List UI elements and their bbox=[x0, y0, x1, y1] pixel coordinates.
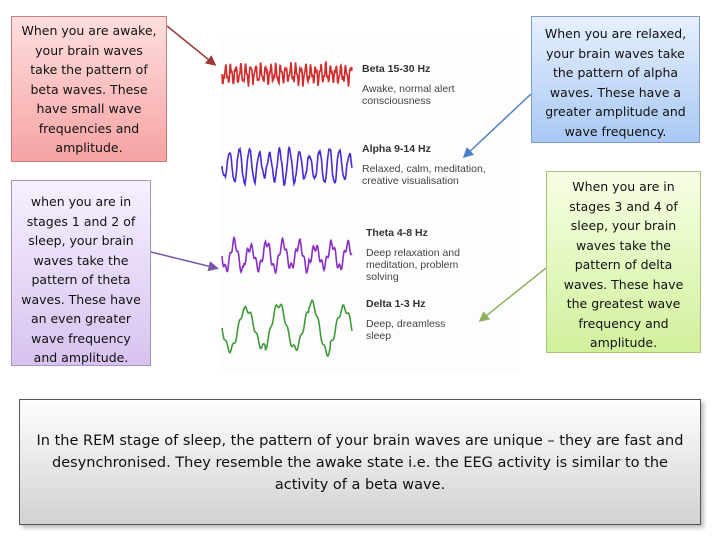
beta-wave-description: consciousness bbox=[362, 95, 431, 107]
relaxed-alpha-callout: When you are relaxed, your brain waves take the pattern of alpha waves. These have a greater amplitude and wave frequency. bbox=[531, 16, 700, 143]
delta-wave-description: Deep, dreamless bbox=[366, 318, 446, 330]
delta-sleep-callout: When you are in stages 3 and 4 of sleep, your brain waves take the pattern of delta waves. These have the greatest wave frequency and amplitude. bbox=[546, 171, 701, 353]
awake-beta-callout: When you are awake, your brain waves take the pattern of beta waves. These have small wave frequencies and amplitude. bbox=[11, 16, 167, 162]
theta-wave-description: Deep relaxation and bbox=[366, 247, 460, 259]
alpha-wave-title: Alpha 9-14 Hz bbox=[362, 143, 431, 155]
rem-sleep-callout: In the REM stage of sleep, the pattern of your brain waves are unique – they are fast and desynchronised. They resemble the awake state i.e. the EEG activity is similar to the activity of a beta wave. bbox=[19, 399, 701, 525]
theta-sleep-callout: when you are in stages 1 and 2 of sleep, your brain waves take the pattern of theta waves. These have an even greater wave frequency and amplitude. bbox=[11, 180, 151, 366]
alpha-wave-description: creative visualisation bbox=[362, 175, 459, 187]
delta-wave-description: sleep bbox=[366, 330, 392, 342]
theta-wave-description: solving bbox=[366, 271, 399, 283]
delta-wave-title: Delta 1-3 Hz bbox=[366, 298, 426, 310]
alpha-wave-description: Relaxed, calm, meditation, bbox=[362, 163, 486, 175]
theta-wave-description: meditation, problem bbox=[366, 259, 459, 271]
theta-wave-title: Theta 4-8 Hz bbox=[366, 227, 428, 239]
beta-wave-title: Beta 15-30 Hz bbox=[362, 63, 431, 75]
beta-wave-description: Awake, normal alert bbox=[362, 83, 455, 95]
